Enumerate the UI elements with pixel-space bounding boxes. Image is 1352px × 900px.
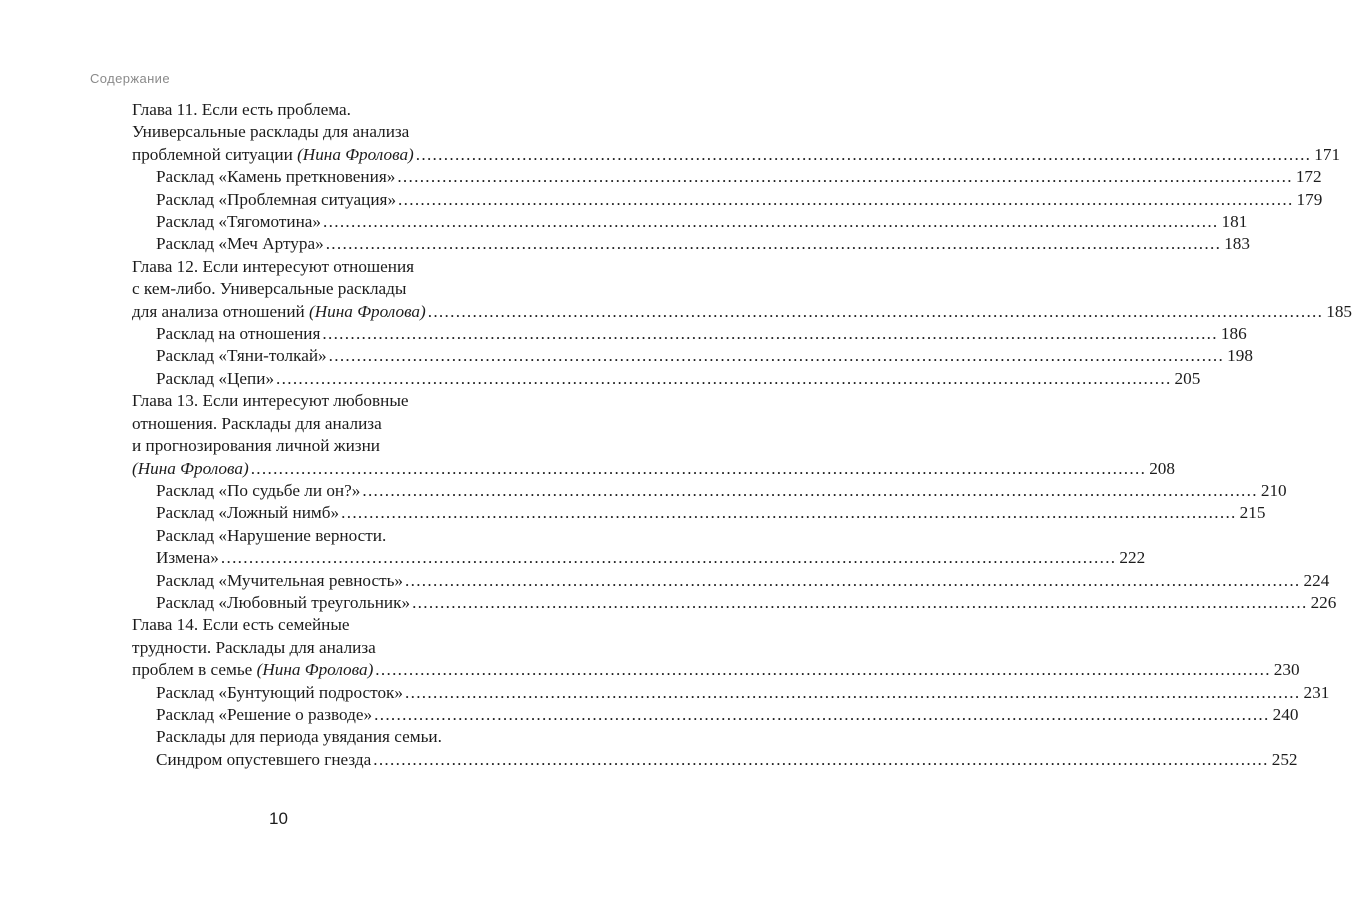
toc-entry-title bbox=[156, 502, 339, 524]
toc-entry-title bbox=[132, 301, 426, 323]
toc-page-number: 198 bbox=[1227, 346, 1253, 366]
dot-leader: ................................................................................................................................................................ bbox=[276, 368, 1172, 388]
toc-entry-leader-line bbox=[156, 345, 1253, 367]
dot-leader: ................................................................................................................................................................ bbox=[405, 682, 1301, 702]
dot-leader: ................................................................................................................................................................ bbox=[323, 212, 1219, 232]
toc-entry-leader-line bbox=[156, 704, 1299, 726]
toc-entry-title bbox=[156, 570, 403, 592]
toc-subentry bbox=[132, 480, 1287, 502]
toc-entry-leader-line bbox=[156, 749, 1298, 771]
toc-entry-title-text: Расклад «Меч Артура» bbox=[156, 234, 324, 254]
dot-leader: ................................................................................................................................................................ bbox=[325, 234, 1222, 254]
toc-entry-title-line: трудности. Расклады для анализа bbox=[132, 637, 376, 657]
dot-leader: ................................................................................................................................................................ bbox=[397, 167, 1293, 187]
toc-entry-title-text: Расклад «Цепи» bbox=[156, 368, 275, 388]
toc-entry-author: (Нина Фролова) bbox=[132, 458, 249, 478]
toc-entry-title-text: проблем в семье bbox=[132, 660, 253, 680]
running-head: Содержание bbox=[90, 71, 170, 86]
toc-entry-title-line: Расклад «Нарушение верности. bbox=[156, 525, 387, 545]
toc-entry-title-text: Расклад «Проблемная ситуация» bbox=[156, 189, 397, 209]
toc-page-number: 210 bbox=[1260, 480, 1287, 500]
toc-page-number: 230 bbox=[1273, 660, 1300, 680]
page-number: 10 bbox=[269, 809, 288, 828]
toc-subentry bbox=[132, 233, 1250, 255]
toc-entry-leader-line bbox=[156, 189, 1323, 211]
toc-entry-title-line: Расклады для периода увядания семьи. bbox=[156, 727, 442, 747]
toc-subentry bbox=[132, 211, 1248, 233]
toc-entry-title-text: для анализа отношений bbox=[132, 301, 305, 321]
table-of-contents bbox=[132, 99, 1352, 771]
toc-entry-author: (Нина Фролова) bbox=[297, 144, 414, 164]
toc-page-number: 185 bbox=[1326, 301, 1352, 321]
toc-entry-leader-line bbox=[132, 659, 1300, 681]
dot-leader: ................................................................................................................................................................ bbox=[322, 324, 1218, 344]
toc-entry-title bbox=[156, 345, 327, 367]
toc-entry-title-text: Расклад на отношения bbox=[156, 324, 321, 344]
toc-entry-title bbox=[156, 682, 403, 704]
toc-entry-title bbox=[156, 233, 324, 255]
dot-leader: ................................................................................................................................................................ bbox=[250, 458, 1147, 478]
toc-subentry bbox=[132, 502, 1266, 524]
toc-entry-leader-line bbox=[156, 211, 1248, 233]
toc-entry-title-line: и прогнозирования личной жизни bbox=[132, 436, 380, 456]
toc-entry-title-line: Глава 14. Если есть семейные bbox=[132, 615, 350, 635]
dot-leader: ................................................................................................................................................................ bbox=[341, 503, 1237, 523]
toc-page-number: 240 bbox=[1272, 704, 1299, 724]
toc-entry-title bbox=[132, 144, 414, 166]
toc-subentry bbox=[132, 704, 1299, 726]
dot-leader: ................................................................................................................................................................ bbox=[328, 346, 1225, 366]
toc-entry-title-text: Расклад «Ложный нимб» bbox=[156, 503, 340, 523]
toc-entry-title bbox=[156, 480, 360, 502]
toc-entry-title-text: Расклад «Тяни-толкай» bbox=[156, 346, 327, 366]
toc-subentry bbox=[132, 682, 1330, 704]
toc-page-number: 226 bbox=[1310, 592, 1337, 612]
toc-entry-leader-line bbox=[156, 502, 1266, 524]
toc-entry-title-line: Глава 11. Если есть проблема. bbox=[132, 100, 351, 119]
toc-entry-leader-line bbox=[156, 682, 1330, 704]
dot-leader: ................................................................................................................................................................ bbox=[220, 548, 1117, 568]
dot-leader: ................................................................................................................................................................ bbox=[405, 570, 1301, 590]
toc-page-number: 222 bbox=[1119, 548, 1146, 568]
toc-entry-leader-line bbox=[156, 233, 1250, 255]
toc-entry-title-text: Расклад «Бунтующий подросток» bbox=[156, 682, 403, 702]
toc-entry-title bbox=[156, 368, 274, 390]
toc-entry-leader-line bbox=[156, 570, 1330, 592]
toc-subentry bbox=[132, 189, 1323, 211]
toc-page-number: 231 bbox=[1303, 682, 1330, 702]
toc-subentry bbox=[132, 323, 1247, 345]
toc-entry-title-line: Универсальные расклады для анализа bbox=[132, 122, 410, 142]
toc-entry-title-text: Расклад «Любовный треугольник» bbox=[156, 592, 411, 612]
toc-entry-leader-line bbox=[156, 166, 1322, 188]
toc-chapter bbox=[132, 614, 1300, 681]
toc-entry-title-text: проблемной ситуации bbox=[132, 144, 293, 164]
toc-page-number: 224 bbox=[1303, 570, 1330, 590]
toc-entry-title bbox=[156, 592, 410, 614]
toc-entry-title bbox=[132, 659, 373, 681]
toc-entry-title-text: Расклад «Мучительная ревность» bbox=[156, 570, 404, 590]
toc-subentry bbox=[132, 726, 1298, 771]
toc-entry-title-line: Глава 13. Если интересуют любовные bbox=[132, 391, 409, 411]
toc-entry-title-text: Расклад «Камень преткновения» bbox=[156, 167, 396, 187]
toc-chapter bbox=[132, 390, 1175, 480]
dot-leader: ................................................................................................................................................................ bbox=[412, 592, 1308, 612]
toc-entry-author: (Нина Фролова) bbox=[309, 301, 426, 321]
toc-entry-leader-line bbox=[132, 144, 1341, 166]
toc-entry-title-text: Синдром опустевшего гнезда bbox=[156, 749, 372, 769]
toc-entry-leader-line bbox=[156, 547, 1146, 569]
toc-page-number: 181 bbox=[1221, 212, 1248, 232]
toc-page-number: 179 bbox=[1296, 189, 1323, 209]
toc-page-number: 208 bbox=[1149, 458, 1175, 478]
toc-page-number: 171 bbox=[1314, 144, 1341, 164]
dot-leader: ................................................................................................................................................................ bbox=[375, 660, 1271, 680]
toc-entry-title-text: Расклад «По судьбе ли он?» bbox=[156, 480, 361, 500]
toc-entry-title bbox=[132, 458, 249, 480]
dot-leader: ................................................................................................................................................................ bbox=[362, 480, 1258, 500]
dot-leader: ................................................................................................................................................................ bbox=[398, 189, 1294, 209]
toc-chapter bbox=[132, 256, 1352, 323]
toc-entry-title bbox=[156, 547, 219, 569]
dot-leader: ................................................................................................................................................................ bbox=[427, 301, 1324, 321]
toc-entry-author: (Нина Фролова) bbox=[256, 660, 374, 680]
toc-entry-leader-line bbox=[156, 323, 1247, 345]
toc-entry-title-text: Измена» bbox=[156, 548, 219, 568]
toc-page-number: 183 bbox=[1224, 234, 1250, 254]
toc-entry-title bbox=[156, 211, 321, 233]
toc-subentry bbox=[132, 368, 1201, 390]
toc-page-number: 252 bbox=[1271, 749, 1298, 769]
toc-entry-title-line: Глава 12. Если интересуют отношения bbox=[132, 256, 415, 276]
toc-entry-title bbox=[156, 189, 396, 211]
toc-entry-leader-line bbox=[132, 458, 1175, 480]
dot-leader: ................................................................................................................................................................ bbox=[374, 704, 1270, 724]
dot-leader: ................................................................................................................................................................ bbox=[415, 144, 1312, 164]
toc-subentry bbox=[132, 525, 1146, 570]
dot-leader: ................................................................................................................................................................ bbox=[373, 749, 1269, 769]
toc-subentry bbox=[132, 345, 1253, 367]
toc-subentry bbox=[132, 570, 1330, 592]
toc-entry-title bbox=[156, 704, 372, 726]
toc-page-number: 172 bbox=[1295, 167, 1322, 187]
toc-subentry bbox=[132, 592, 1337, 614]
toc-entry-leader-line bbox=[156, 592, 1337, 614]
toc-page-number: 215 bbox=[1239, 503, 1266, 523]
toc-entry-title bbox=[156, 749, 371, 771]
toc-subentry bbox=[132, 166, 1322, 188]
toc-entry-title bbox=[156, 323, 320, 345]
toc-page-number: 186 bbox=[1220, 324, 1247, 344]
toc-entry-title bbox=[156, 166, 395, 188]
toc-entry-title-text: Расклад «Тягомотина» bbox=[156, 212, 322, 232]
toc-page-number: 205 bbox=[1174, 368, 1201, 388]
toc-entry-leader-line bbox=[156, 480, 1287, 502]
toc-entry-title-line: отношения. Расклады для анализа bbox=[132, 413, 382, 433]
toc-entry-leader-line bbox=[156, 368, 1201, 390]
toc-chapter bbox=[132, 99, 1341, 166]
toc-entry-title-text: Расклад «Решение о разводе» bbox=[156, 704, 373, 724]
toc-entry-title-line: с кем-либо. Универсальные расклады bbox=[132, 279, 407, 299]
toc-entry-leader-line bbox=[132, 301, 1352, 323]
